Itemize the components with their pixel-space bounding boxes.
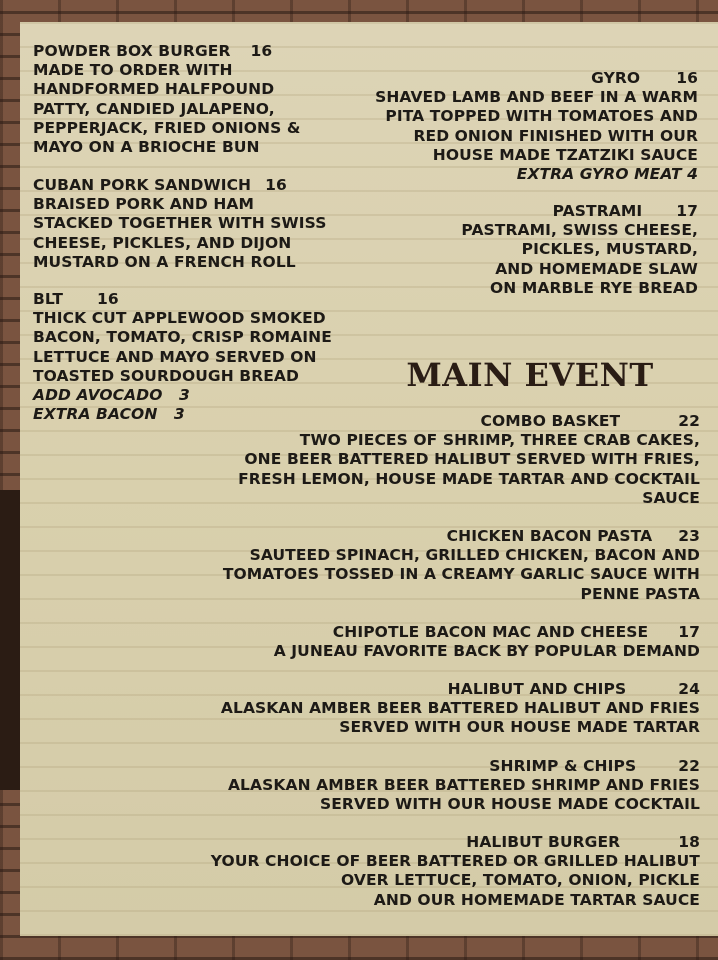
menu-item-description: MADE TO ORDER WITH: [33, 61, 233, 80]
menu-item-description: PITA TOPPED WITH TOMATOES AND: [385, 107, 698, 126]
menu-item-title: [33, 42, 272, 61]
menu-item-description: SERVED WITH OUR HOUSE MADE COCKTAIL: [319, 795, 700, 814]
menu-item-description: HOUSE MADE TZATZIKI SAUCE: [432, 145, 698, 164]
menu-item-description: HANDFORMED HALFPOUND: [33, 80, 275, 99]
menu-item-description: AND HOMEMADE SLAW: [495, 259, 698, 278]
menu-item-description: TOASTED SOURDOUGH BREAD: [33, 366, 299, 385]
menu-item-title: [150, 412, 700, 431]
menu-item-price: 22: [678, 412, 700, 430]
menu-item-description: PATTY, CANDIED JALAPENO,: [33, 99, 275, 118]
menu-item-name: COMBO BASKET: [480, 412, 621, 430]
menu-item-description: MUSTARD ON A FRENCH ROLL: [33, 252, 296, 271]
menu-item-price: 16: [97, 290, 119, 308]
menu-item-price: 23: [678, 527, 700, 545]
menu-item-description: SERVED WITH OUR HOUSE MADE TARTAR: [339, 718, 700, 737]
menu-item-name: HALIBUT AND CHIPS: [447, 680, 627, 698]
menu-item-description: SAUCE: [642, 488, 700, 507]
menu-item-name: HALIBUT BURGER: [466, 833, 621, 851]
menu-item-description: ALASKAN AMBER BEER BATTERED SHRIMP AND FRIES: [227, 776, 700, 795]
dark-wall-shadow: [0, 490, 22, 790]
menu-item-title: [33, 176, 287, 195]
menu-item-description: FRESH LEMON, HOUSE MADE TARTAR AND COCKTAIL: [238, 469, 700, 488]
menu-item-name: CUBAN PORK SANDWICH: [33, 176, 252, 194]
menu-item-name: POWDER BOX BURGER: [33, 42, 231, 60]
menu-item-description: A JUNEAU FAVORITE BACK BY POPULAR DEMAND: [273, 642, 700, 661]
menu-item-price: 22: [678, 757, 700, 775]
menu-item-title: [33, 290, 119, 309]
menu-item-addon: ADD AVOCADO 3: [33, 386, 190, 404]
menu-item-name: PASTRAMI: [552, 202, 643, 220]
menu-item-description: ON MARBLE RYE BREAD: [490, 278, 698, 297]
menu-item-description: OVER LETTUCE, TOMATO, ONION, PICKLE: [341, 871, 700, 890]
menu-item-description: LETTUCE AND MAYO SERVED ON: [33, 347, 317, 366]
menu-item-name: SHRIMP & CHIPS: [489, 757, 637, 775]
menu-item-description: YOUR CHOICE OF BEER BATTERED OR GRILLED HALIBUT: [210, 852, 700, 871]
menu-item-description: CHEESE, PICKLES, AND DIJON: [33, 233, 292, 252]
menu-item-description: THICK CUT APPLEWOOD SMOKED: [33, 309, 326, 328]
menu-item-title: [150, 527, 700, 546]
menu-item-description: BRAISED PORK AND HAM: [33, 195, 255, 214]
menu-item-title: [340, 69, 698, 88]
menu-item-title: [150, 680, 700, 699]
menu-item-addon: EXTRA GYRO MEAT 4: [516, 165, 698, 183]
menu-item-title: [150, 623, 700, 642]
menu-item-description: STACKED TOGETHER WITH SWISS: [33, 214, 327, 233]
menu-item-description: ONE BEER BATTERED HALIBUT SERVED WITH FRIES,: [244, 450, 700, 469]
menu-item-description: RED ONION FINISHED WITH OUR: [413, 126, 698, 145]
menu-item-title: [150, 757, 700, 776]
menu-item-description: PENNE PASTA: [580, 584, 700, 603]
menu-item-name: CHIPOTLE BACON MAC AND CHEESE: [332, 623, 649, 641]
menu-item-name: GYRO: [591, 69, 641, 87]
menu-item-description: PASTRAMI, SWISS CHEESE,: [461, 221, 698, 240]
menu-item-description: SAUTEED SPINACH, GRILLED CHICKEN, BACON AND: [249, 546, 700, 565]
menu-item-title: [150, 833, 700, 852]
menu-item-price: 17: [676, 202, 698, 220]
menu-item-description: ALASKAN AMBER BEER BATTERED HALIBUT AND FRIES: [220, 699, 700, 718]
menu-item-price: 16: [250, 42, 273, 60]
main-event-heading: MAIN EVENT: [406, 356, 654, 394]
menu-item-name: CHICKEN BACON PASTA: [446, 527, 653, 545]
menu-item-description: PICKLES, MUSTARD,: [521, 240, 698, 259]
menu-item-description: SHAVED LAMB AND BEEF IN A WARM: [375, 88, 698, 107]
menu-item-title: [340, 202, 698, 221]
menu-item-price: 17: [678, 623, 700, 641]
menu-item-description: TOMATOES TOSSED IN A CREAMY GARLIC SAUCE WITH: [222, 565, 700, 584]
menu-item-addon: EXTRA BACON 3: [33, 405, 185, 424]
menu-item-price: 16: [265, 176, 287, 194]
menu-item-description: TWO PIECES OF SHRIMP, THREE CRAB CAKES,: [299, 431, 700, 450]
menu-item-description: PEPPERJACK, FRIED ONIONS &: [33, 118, 301, 137]
menu-item-description: AND OUR HOMEMADE TARTAR SAUCE: [373, 890, 700, 909]
menu-item-description: MAYO ON A BRIOCHE BUN: [33, 138, 260, 156]
menu-item-price: 24: [678, 680, 700, 698]
menu-item-price: 18: [678, 833, 700, 851]
menu-item-price: 16: [676, 69, 698, 87]
menu-item-name: BLT: [33, 290, 63, 308]
menu-item-description: BACON, TOMATO, CRISP ROMAINE: [33, 328, 332, 347]
